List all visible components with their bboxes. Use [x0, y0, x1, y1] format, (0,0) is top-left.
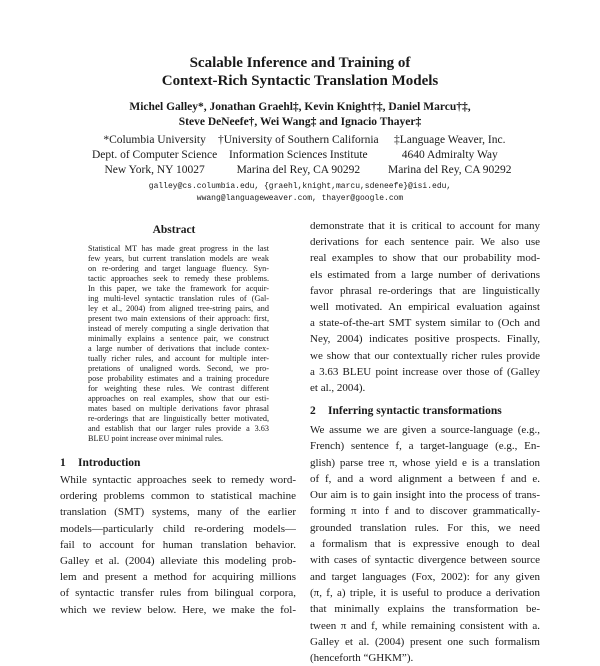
body-line: which we review below. Here, we make the fol- — [60, 603, 296, 616]
body-line: favor phrasal re-orderings that are linguistically — [310, 284, 540, 297]
section-title: Inferring syntactic transformations — [328, 405, 502, 417]
paper-title — [0, 54, 600, 90]
emails-line-1: galley@cs.columbia.edu, {graehl,knight,marcu,sdeneefe}@isi.edu, — [148, 182, 452, 191]
body-line: a formalism that is expressive enough to deal — [310, 538, 540, 551]
body-line: els estimated from a large number of derivations — [310, 268, 540, 281]
author-list — [0, 100, 600, 130]
body-line: tween π and f, while remaining consistent with a. — [310, 619, 540, 632]
body-line: Our aim is to gain insight into the process of trans- — [310, 489, 540, 502]
affiliation-columbia — [92, 133, 217, 178]
abstract-line: few years, but current translation models are weak — [88, 254, 269, 263]
intro-body — [60, 472, 296, 618]
section2-heading — [310, 405, 502, 417]
abstract-line: ing multi-level syntactic translation rules of (Gal- — [88, 294, 269, 303]
body-line: real examples to show that our probability mod- — [310, 252, 540, 265]
body-line: Galley et al. (2004) alleviate this modeling prob- — [60, 555, 296, 568]
affiliation-line: Marina del Rey, CA 90292 — [388, 164, 512, 176]
affiliation-line: †University of Southern California — [218, 134, 379, 146]
body-line: lem and present a method for acquiring millions — [60, 571, 296, 584]
affiliation-line: Information Sciences Institute — [229, 149, 368, 161]
body-line: demonstrate that it is critical to account for many — [310, 220, 540, 232]
abstract-line: tually richer rules, and account for multiple inter- — [88, 354, 269, 363]
body-line: forming π into f and to discover grammatically- — [310, 505, 540, 518]
body-line: derivations for each sentence pair. We also use — [310, 236, 540, 249]
emails-line-2: wwang@languageweaver.com, thayer@google.com — [196, 194, 404, 203]
affiliation-line: Dept. of Computer Science — [92, 149, 218, 161]
body-line: models—particularly child re-ordering models— — [60, 522, 296, 535]
body-line: a state-of-the-art SMT system similar to (Och and — [310, 317, 540, 330]
body-line: of syntactic transfer rules from bilingual corpora, — [60, 587, 296, 600]
body-line: fail to account for human translation behavior. — [60, 538, 296, 551]
affiliation-line: 4640 Admiralty Way — [401, 149, 498, 161]
body-line: French) sentence f, a target-language (e.g., En- — [310, 440, 540, 453]
abstract-line: instead of merely computing a single derivation that — [88, 324, 269, 333]
body-line: glish) parse tree π, whose yield e is a translation — [310, 456, 540, 469]
body-line: Ney, 2004) indicates positive prospects. Finally, — [310, 333, 540, 346]
body-line: (henceforth “GHKM”). — [310, 652, 414, 665]
abstract-line: ley et al., 2004) from aligned tree-string pairs, and — [88, 304, 269, 313]
section-number: 2 — [310, 405, 316, 417]
affiliation-line: ‡Language Weaver, Inc. — [394, 134, 506, 146]
body-line: Galley et al. (2004) present one such formalism — [310, 635, 540, 648]
body-line: of f, and a word alignment a between f and e. — [310, 472, 540, 485]
abstract-line: a large number of derivations that include contex- — [88, 344, 269, 353]
abstract-body — [88, 244, 269, 444]
body-line: ordering problems common to statistical machine — [60, 490, 296, 503]
title-line-2: Context-Rich Syntactic Translation Models — [161, 73, 439, 89]
affiliation-line: *Columbia University — [103, 134, 206, 146]
abstract-line: for weighting these rules. We contrast different — [88, 384, 269, 393]
authors-line-2: Steve DeNeefe†, Wei Wang‡ and Ignacio Thayer‡ — [178, 116, 422, 128]
body-line: We assume we are given a source-language (e.g., — [310, 424, 540, 436]
intro-heading — [60, 457, 140, 469]
affiliation-language-weaver — [388, 133, 512, 178]
section2-body — [310, 422, 540, 666]
body-line: we show that our contextually richer rules provide — [310, 349, 540, 362]
body-line: et al., 2004). — [310, 382, 366, 395]
body-line: that minimally explains the transformation be- — [310, 603, 540, 616]
abstract-line: on re-ordering and target language fluency. Syn- — [88, 264, 269, 273]
body-line: grounded translation rules. For this, we need — [310, 521, 540, 534]
abstract-line: and establish that our larger rules provide a 3.63 — [88, 424, 269, 433]
abstract-line: pose probability estimates and a training procedure — [88, 374, 269, 383]
authors-line-1: Michel Galley*, Jonathan Graehl‡, Kevin Knight†‡, Daniel Marcu†‡, — [129, 101, 471, 113]
body-line: (π, f, a) triple, it is useful to produce a derivation — [310, 586, 540, 599]
abstract-line: BLEU point increase over minimal rules. — [88, 434, 224, 443]
abstract-line: mates based on multiple derivations favor phrasal — [88, 404, 269, 413]
author-emails — [0, 181, 600, 205]
abstract-line: approaches on real examples, show that our esti- — [88, 394, 269, 403]
abstract-line: In this paper, we take the framework for acquir- — [88, 284, 269, 293]
abstract-line: re-orderings that are linguistically better motivated, — [88, 414, 269, 423]
affiliation-line: New York, NY 10027 — [104, 164, 205, 176]
abstract-line: tactic approaches seek to remedy these problems. — [88, 274, 269, 283]
body-line: translation (SMT) systems, many of the earlier — [60, 506, 296, 519]
body-line: with cases of syntactic divergence between source — [310, 554, 540, 567]
abstract-line: minimally explains a sentence pair, we construct — [88, 334, 269, 343]
body-line: While syntactic approaches seek to remedy word- — [60, 474, 296, 486]
section-number: 1 — [60, 457, 66, 469]
title-line-1: Scalable Inference and Training of — [189, 55, 411, 71]
abstract-heading: Abstract — [152, 224, 196, 236]
abstract-line: Statistical MT has made great progress in the last — [88, 244, 269, 253]
right-column-continuation — [310, 218, 540, 396]
body-line: a 3.63 BLEU point increase over those of (Galley — [310, 365, 540, 378]
abstract-line: present two main extensions of their approach: first, — [88, 314, 269, 323]
body-line: and target languages (Fox, 2002): for any given — [310, 570, 540, 583]
section-title: Introduction — [78, 457, 141, 469]
affiliation-usc — [218, 133, 379, 178]
body-line: well motivated. An empirical evaluation against — [310, 301, 540, 314]
abstract-line: pretations of unaligned words. Second, we pro- — [88, 364, 269, 373]
affiliation-line: Marina del Rey, CA 90292 — [236, 164, 361, 176]
